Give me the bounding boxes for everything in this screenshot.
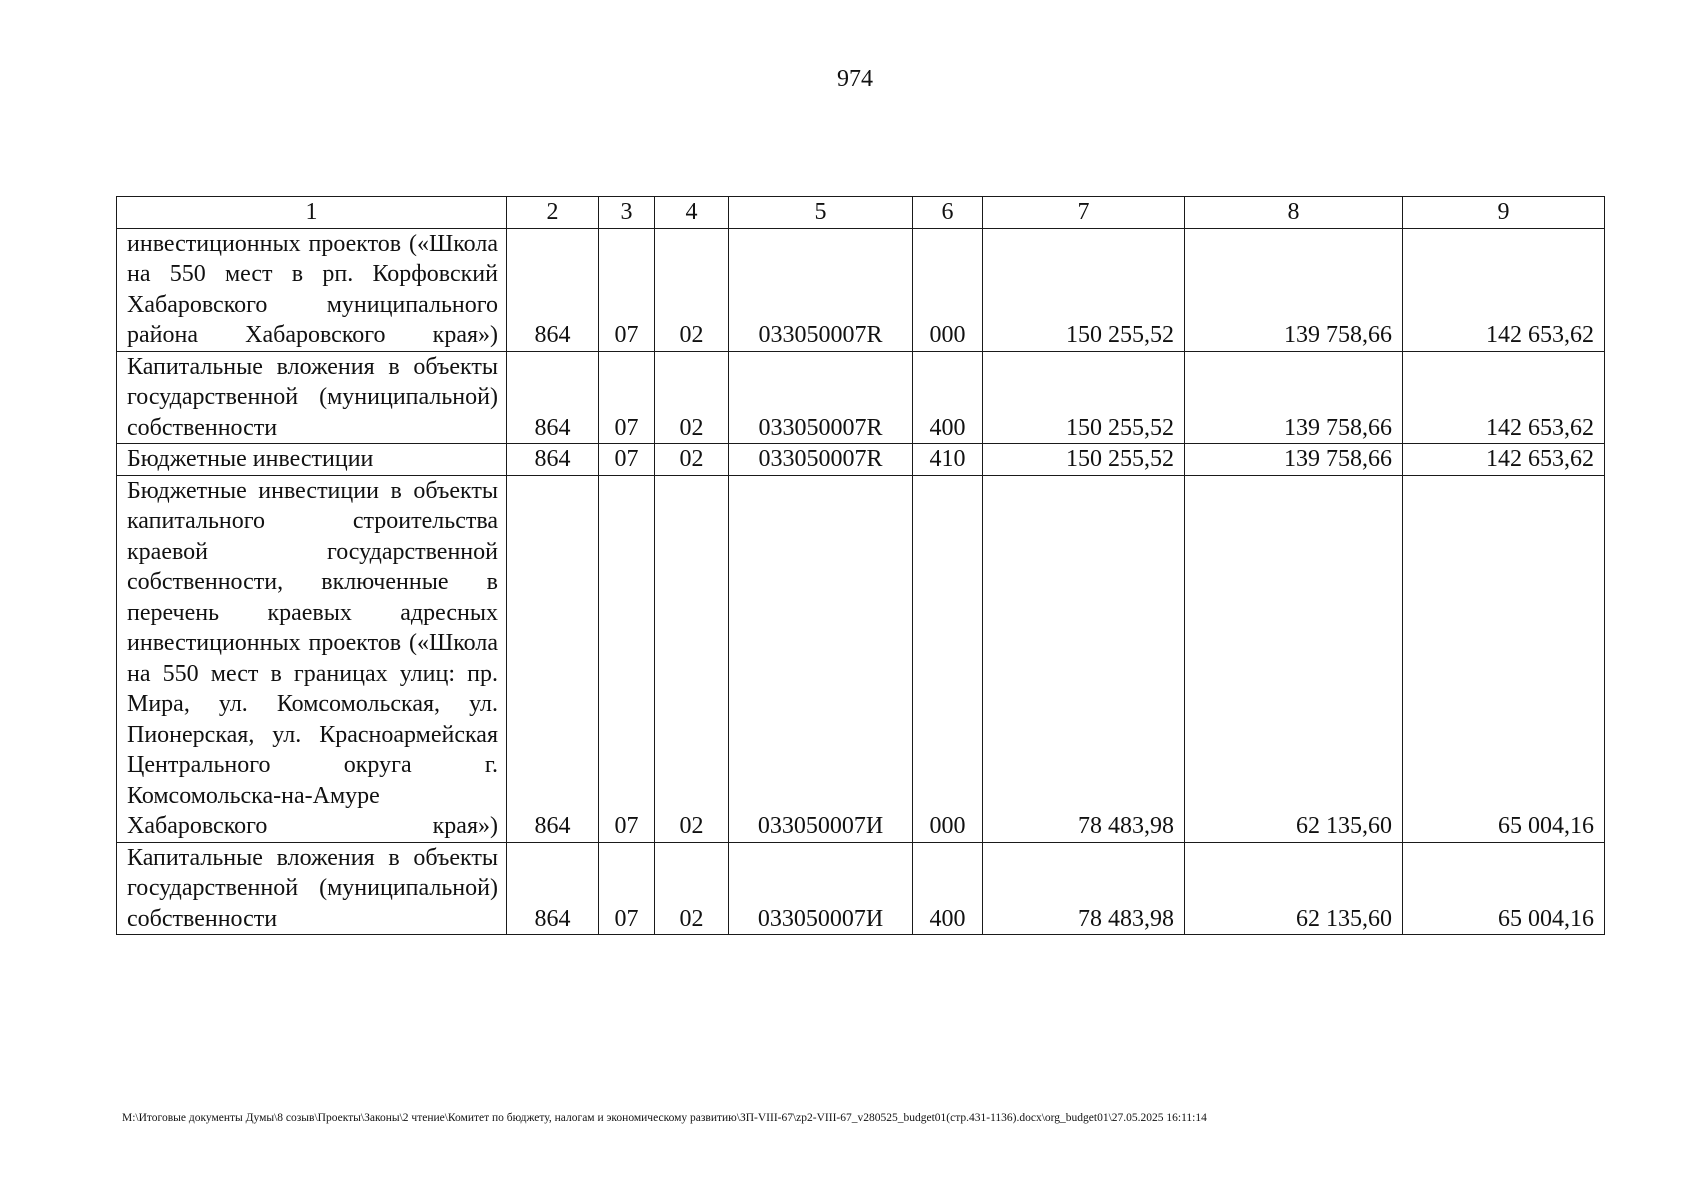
row-target-article: 033050007R (729, 444, 913, 476)
row-subsection: 02 (655, 842, 729, 935)
row-subsection: 02 (655, 444, 729, 476)
row-amount-2: 139 758,66 (1185, 351, 1403, 444)
row-code: 864 (507, 228, 599, 351)
row-expense-type: 410 (913, 444, 983, 476)
row-amount-2: 139 758,66 (1185, 228, 1403, 351)
row-subsection: 02 (655, 351, 729, 444)
row-amount-1: 150 255,52 (983, 228, 1185, 351)
row-amount-3: 142 653,62 (1403, 351, 1605, 444)
row-amount-3: 142 653,62 (1403, 444, 1605, 476)
table-row (117, 475, 1605, 842)
row-amount-3: 65 004,16 (1403, 475, 1605, 842)
column-number: 8 (1185, 197, 1403, 229)
column-number: 4 (655, 197, 729, 229)
column-number: 9 (1403, 197, 1605, 229)
row-amount-1: 78 483,98 (983, 842, 1185, 935)
row-amount-2: 62 135,60 (1185, 475, 1403, 842)
row-description: Бюджетные инвестиции (117, 444, 507, 476)
row-subsection: 02 (655, 475, 729, 842)
row-amount-3: 65 004,16 (1403, 842, 1605, 935)
row-description: Капитальные вложения в объекты государственной (муниципальной) собственности (117, 351, 507, 444)
column-number: 5 (729, 197, 913, 229)
row-amount-1: 78 483,98 (983, 475, 1185, 842)
row-target-article: 033050007И (729, 842, 913, 935)
row-subsection: 02 (655, 228, 729, 351)
row-description: инвестиционных проектов («Школа на 550 мест в рп. Корфовский Хабаровского муниципального района Хабаровского края») (117, 228, 507, 351)
column-number: 3 (599, 197, 655, 229)
row-section: 07 (599, 351, 655, 444)
row-section: 07 (599, 228, 655, 351)
row-expense-type: 000 (913, 228, 983, 351)
column-number: 6 (913, 197, 983, 229)
row-amount-1: 150 255,52 (983, 351, 1185, 444)
row-section: 07 (599, 475, 655, 842)
column-number: 1 (117, 197, 507, 229)
row-expense-type: 000 (913, 475, 983, 842)
row-amount-2: 139 758,66 (1185, 444, 1403, 476)
row-expense-type: 400 (913, 351, 983, 444)
row-target-article: 033050007R (729, 228, 913, 351)
row-description: Капитальные вложения в объекты государственной (муниципальной) собственности (117, 842, 507, 935)
row-expense-type: 400 (913, 842, 983, 935)
column-number: 2 (507, 197, 599, 229)
table-row (117, 842, 1605, 935)
row-amount-2: 62 135,60 (1185, 842, 1403, 935)
row-target-article: 033050007И (729, 475, 913, 842)
page-number: 974 (837, 66, 873, 92)
row-target-article: 033050007R (729, 351, 913, 444)
column-number-row (117, 197, 1605, 229)
column-number: 7 (983, 197, 1185, 229)
row-code: 864 (507, 475, 599, 842)
row-code: 864 (507, 351, 599, 444)
row-amount-3: 142 653,62 (1403, 228, 1605, 351)
row-code: 864 (507, 444, 599, 476)
row-section: 07 (599, 444, 655, 476)
row-section: 07 (599, 842, 655, 935)
row-amount-1: 150 255,52 (983, 444, 1185, 476)
table-row (117, 444, 1605, 476)
row-code: 864 (507, 842, 599, 935)
document-file-path: M:\Итоговые документы Думы\8 созыв\Проекты\Законы\2 чтение\Комитет по бюджету, налогам и экономическому развитию\ЗП-VIII-67\zp2-VIII-67_v280525_budget01(стр.431-1136).docx\org_budget01\27.05.2025 16:11:14 (122, 1112, 1207, 1124)
budget-table (116, 196, 1605, 935)
table-row (117, 351, 1605, 444)
table-row (117, 228, 1605, 351)
row-description: Бюджетные инвестиции в объекты капитального строительства краевой государственной собственности, включенные в перечень краевых адресных инвестиционных проектов («Школа на 550 мест в границах улиц: пр. Мира, ул. Комсомольская, ул. Пионерская, ул. Красноармейская Центрального округа г. Комсомольска-на-Амуре Хабаровского края») (117, 475, 507, 842)
